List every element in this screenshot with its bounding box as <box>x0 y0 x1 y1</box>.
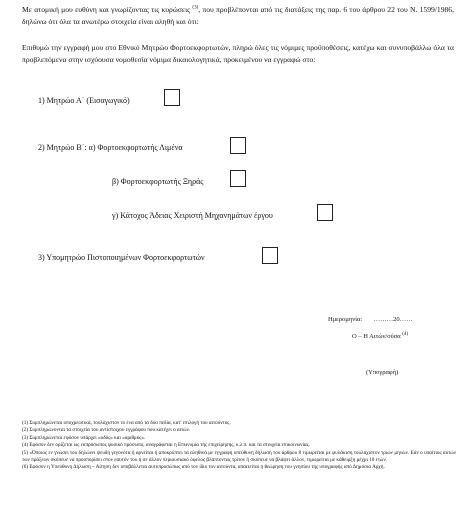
footnote-6: (6) Εφόσον η Υπεύθυνη Δήλωση – Αίτηση δεν υποβάλλεται αυτοπροσώπως από τον ίδιο τον αιτούντα, απαιτείται η θεώρηση του γνησίου της υπογραφής από Δημόσια Αρχή. <box>22 464 385 471</box>
intro-text-start: Με ατομική μου ευθύνη και γνωρίζοντας τις κυρώσεις <box>22 5 193 14</box>
signature-label: (Υπογραφή) <box>366 369 399 376</box>
intro-text-end: , που προβλέπονται από τις διατάξεις της παρ. 6 του άρθρου 22 του Ν. 1599/1986, δηλώνω ότι όλα τα ανωτέρω στοιχεία είναι αληθή και ότι: <box>22 5 454 26</box>
registration-request-paragraph: Επιθυμώ την εγγραφή μου στο Εθνικό Μητρώο Φορτοεκφορτωτών, πληρώ όλες τις νόμιμες προϋποθέσεις, κατέχω και συνυποβάλλω όλα τα προβλεπόμενα στην ισχύουσα νομοθεσία νόμιμα δικαιολογητικά, προκειμένου να εγγραφώ στο: <box>22 43 454 64</box>
intro-footnote-ref: (3) <box>192 5 199 11</box>
option-certified-subregistry-checkbox[interactable] <box>262 247 278 264</box>
option-registry-b-port-checkbox[interactable] <box>230 137 246 154</box>
date-line <box>328 316 413 323</box>
option-registry-a-checkbox[interactable] <box>164 89 180 106</box>
date-value: ………20…… <box>373 316 413 323</box>
option-registry-b-land-label: β) Φορτοεκφορτωτής Ξηράς <box>112 177 204 186</box>
option-registry-b-machinery-label: γ) Κάτοχος Άδειας Χειριστή Μηχανημάτων έργου <box>112 211 273 220</box>
signer-line <box>352 333 408 340</box>
footnote-5: (5) «Όποιος εν γνώσει του δηλώνει ψευδή γεγονότα ή αρνείται ή αποκρύπτει τα αληθινά με έγγραφη υπεύθυνη δήλωση του άρθρου 8 τιμωρείται με φυλάκιση τουλάχιστον τριών μηνών. Εάν ο υπαίτιος αυτών των πράξεων σκόπευε να προσπορίσει στον εαυτόν του ή σε άλλον περιουσιακό όφελος βλάπτοντας τρίτον ή σκόπευε να βλάψει άλλον, τιμωρείται με κάθειρξη μέχρι 10 ετών. <box>22 449 456 464</box>
footnote-1: (1) Συμπληρώνεται υποχρεωτικά, τουλάχιστον το ένα από τα δύο πεδία, κατ' επιλογή του αιτούντος. <box>22 420 231 426</box>
footnote-3: (3) Συμπληρώνεται εφόσον υπάρχει «οδός» και «αριθμός». <box>22 434 146 441</box>
signer-footnote-ref: (4) <box>402 331 409 337</box>
option-certified-subregistry-label: 3) Υπομητρώο Πιστοποιημένων Φορτοεκφορτωτών <box>38 253 205 262</box>
signer-label: Ο – Η Αιτών/ούσα <box>352 333 401 340</box>
footnote-2: (2) Συμπληρώνονται τα στοιχεία του αντίστοιχου εγγράφου που κατέχει ο αιτών. <box>22 427 191 434</box>
option-registry-b-machinery-checkbox[interactable] <box>317 204 333 221</box>
footnote-4: (4) Εφόσον δεν ορίζεται ως εκπρόσωπος φυσικό πρόσωπο, αναγράφεται η Επωνυμία της επιχείρησης, κ.λ.π. και τα στοιχεία επικοινωνίας. <box>22 442 310 449</box>
footnotes <box>22 420 456 472</box>
option-registry-a-label: 1) Μητρώο Α΄ (Εισαγωγικό) <box>38 96 130 105</box>
option-registry-b-port-label: 2) Μητρώο Β΄: α) Φορτοεκφορτωτής Λιμένα <box>38 143 183 152</box>
intro-paragraph <box>22 4 454 27</box>
date-label: Ημερομηνία: <box>328 316 363 323</box>
option-registry-b-land-checkbox[interactable] <box>230 170 246 187</box>
